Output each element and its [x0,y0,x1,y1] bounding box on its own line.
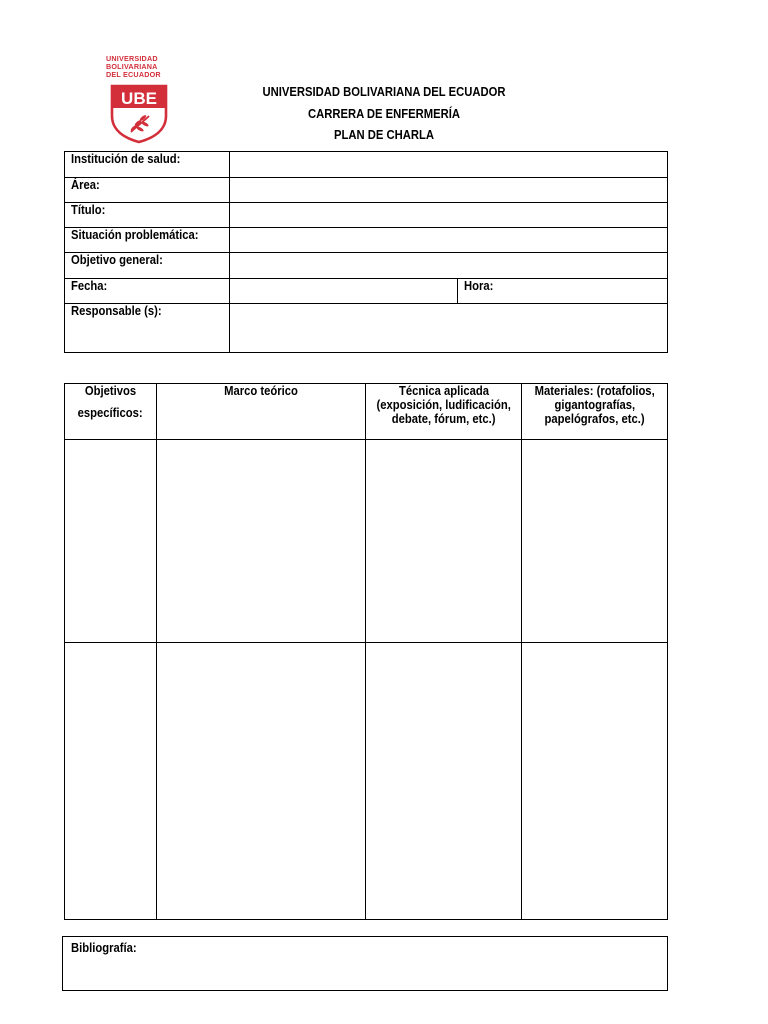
row-area [65,178,668,203]
document-title: PLAN DE CHARLA [333,128,434,142]
cell-marco-1[interactable] [156,440,365,643]
label-situacion: Situación problemática: [71,228,199,242]
grid-row-2 [65,643,668,920]
label-responsable: Responsable (s): [71,304,162,318]
field-area[interactable] [229,178,667,203]
cell-tecnica-2[interactable] [366,643,522,920]
field-fecha[interactable] [229,279,458,304]
field-objetivo-general[interactable] [229,253,667,279]
field-situacion[interactable] [229,228,667,253]
row-titulo [65,203,668,228]
cell-objetivos-1[interactable] [65,440,157,643]
logo-mark: UBE [121,89,157,108]
header-materiales-line2: gigantografías, [554,398,635,412]
logo-line-1: UNIVERSIDAD [106,54,158,63]
grid-row-1 [65,440,668,643]
row-objetivo [65,253,668,279]
header-marco [156,384,365,440]
ube-shield-icon [109,82,169,144]
row-responsable [65,304,668,353]
university-name: UNIVERSIDAD BOLIVARIANA DEL ECUADOR [262,85,506,99]
header-tecnica-line2: (exposición, ludificación, [376,398,511,412]
label-titulo: Título: [71,203,106,217]
cell-materiales-1[interactable] [522,440,668,643]
label-hora: Hora: [464,279,494,293]
row-institucion [65,152,668,178]
label-institucion: Institución de salud: [71,152,181,166]
header-tecnica [366,384,522,440]
header-objetivos [65,384,157,440]
label-area: Área: [71,178,100,192]
grid-header-row [65,384,668,440]
logo-line-3: DEL ECUADOR [106,70,161,79]
header-marco-text: Marco teórico [224,384,299,398]
cell-objetivos-2[interactable] [65,643,157,920]
header-objetivos-line1: Objetivos [84,384,137,398]
bibliografia-box[interactable] [62,936,668,991]
header-materiales [522,384,668,440]
header-objetivos-line2: específicos: [77,406,143,420]
cell-marco-2[interactable] [156,643,365,920]
row-situacion [65,228,668,253]
career-name: CARRERA DE ENFERMERÍA [307,107,461,121]
label-bibliografia: Bibliografía: [71,941,137,955]
info-table [64,151,668,353]
field-responsable[interactable] [229,304,667,353]
label-fecha: Fecha: [71,279,108,293]
cell-tecnica-1[interactable] [366,440,522,643]
header-materiales-line3: papelógrafos, etc.) [544,412,645,426]
header-materiales-line1: Materiales: (rotafolios, [534,384,655,398]
field-institucion[interactable] [229,152,667,178]
plan-grid-table [64,383,668,920]
ube-logo [106,55,172,145]
row-fecha-hora [65,279,668,304]
header-tecnica-line1: Técnica aplicada [398,384,489,398]
cell-materiales-2[interactable] [522,643,668,920]
logo-line-2: BOLIVARIANA [106,62,158,71]
field-titulo[interactable] [229,203,667,228]
label-objetivo-general: Objetivo general: [71,253,163,267]
header-tecnica-line3: debate, fórum, etc.) [391,412,496,426]
